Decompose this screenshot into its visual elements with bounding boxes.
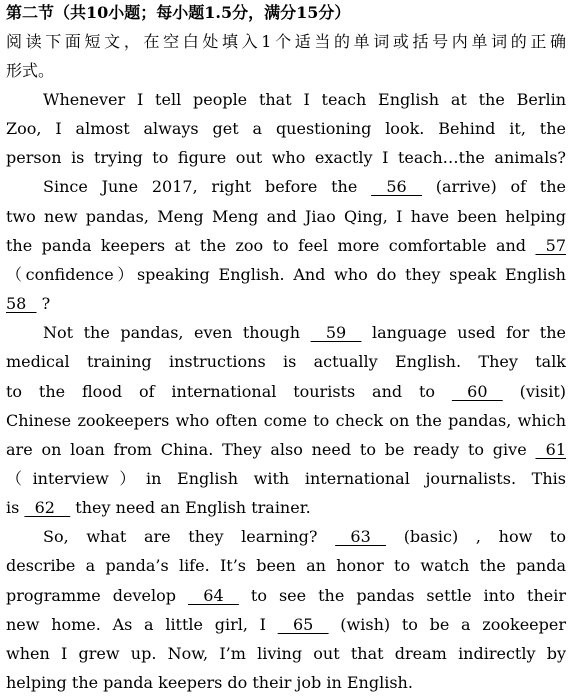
passage-text: Chinese zookeepers who often come to check on the pandas, which [6,410,566,430]
passage-line [6,143,566,172]
passage-line [43,172,566,201]
passage-text: programme develop [6,585,188,605]
passage-line [6,347,566,376]
passage-text: Not the pandas, even though [43,323,311,343]
passage-line [6,639,566,668]
answer-blank[interactable]: 63 [335,527,387,547]
answer-blank[interactable]: 65 [277,614,329,634]
passage-text: two new pandas, Meng Meng and Jiao Qing, I have been helping [6,206,566,226]
passage-line [6,231,566,260]
passage-text: new home. As a little girl, I [6,614,278,634]
passage-line [43,522,566,551]
passage-line [6,114,566,143]
passage-line [6,435,566,464]
passage-text: Zoo, I almost always get a questioning look. Behind it, the [6,119,566,139]
passage-line [6,668,566,697]
passage-line [6,493,566,522]
answer-blank[interactable]: 57 [535,235,566,255]
section-title: 第二节（共10小题；每小题1.5分，满分15分） [6,3,351,22]
passage-text: (basic) , how to [386,527,566,547]
passage-line [6,260,566,289]
answer-blank[interactable]: 61 [535,439,566,459]
passage-line [43,85,566,114]
passage-line [6,289,566,318]
instruction-line-2: 形式。 [6,61,55,80]
passage-line [6,406,566,435]
passage-line [43,318,566,347]
instruction-line-1: 阅读下面短文，在空白处填入1个适当的单词或括号内单词的正确 [6,32,566,51]
passage-line [6,551,566,580]
passage-text: is [6,498,25,518]
passage-text: when I grew up. Now, I’m living out that dream indirectly by [6,643,566,663]
passage-text: medical training instructions is actually English. They talk [6,352,566,372]
passage-text: person is trying to figure out who exactly I teach…the animals? [6,148,566,168]
answer-blank[interactable]: 56 [371,177,422,197]
passage-text: they need an English trainer. [70,498,311,518]
passage-text: to the flood of international tourists and to [6,381,452,401]
passage-text: are on loan from China. They also need to be ready to give [6,439,536,459]
passage-text: (visit) [502,381,566,401]
answer-blank[interactable]: 62 [24,498,71,518]
passage-line [6,377,566,406]
passage-text: Since June 2017, right before the [43,177,372,197]
passage-line [6,581,566,610]
passage-text: (wish) to be a zookeeper [328,614,566,634]
passage-text: language used for the [361,323,567,343]
answer-blank[interactable]: 60 [451,381,503,401]
passage-text: (arrive) of the [421,177,566,197]
passage-text: Whenever I tell people that I teach English at the Berlin [43,90,566,109]
passage-line [6,202,566,231]
passage-text: ? [36,294,51,314]
answer-blank[interactable]: 64 [188,585,239,605]
answer-blank[interactable]: 59 [310,323,362,343]
passage-text: So, what are they learning? [43,527,336,547]
passage-text: helping the panda keepers do their job in English. [6,673,413,692]
passage-text: to see the pandas settle into their [238,585,566,605]
answer-blank[interactable]: 58 [6,294,37,314]
passage-text: （confidence）speaking English. And who do they speak English [6,264,566,284]
passage-text: the panda keepers at the zoo to feel more comfortable and [6,235,536,255]
passage-text: （interview）in English with international journalists. This [6,468,566,488]
passage-text: describe a panda’s life. It’s been an honor to watch the panda [6,556,566,576]
passage-line [6,610,566,639]
passage-line [6,464,566,493]
